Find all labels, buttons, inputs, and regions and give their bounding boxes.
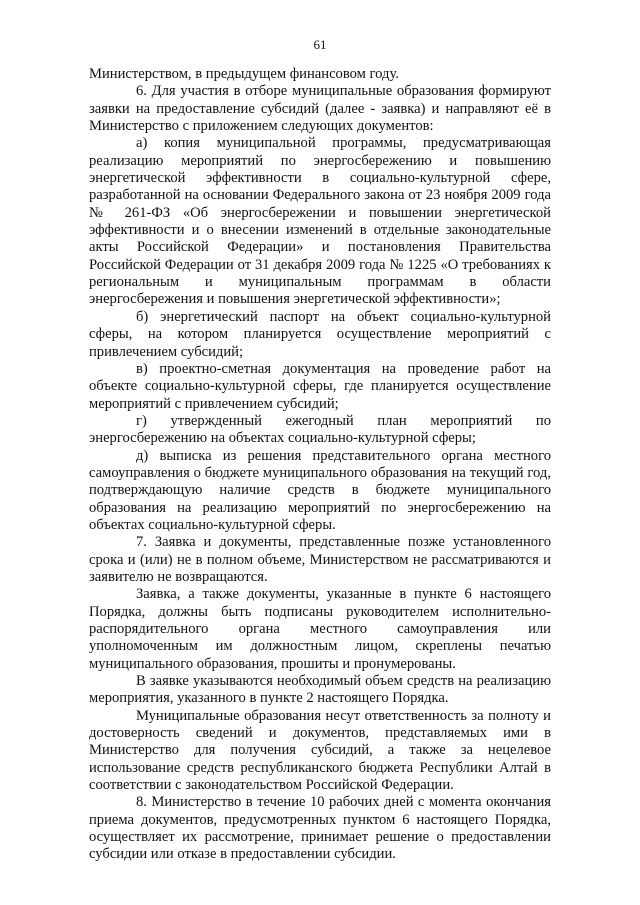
paragraph-responsibility: Муниципальные образования несут ответственность за полноту и достоверность сведений и документов, представляемых ими в Министерство для получения субсидий, а также за нецелевое использование средств республиканского бюджета Республики Алтай в соответствии с законодательством Российской Федерации. [89,707,551,794]
paragraph-item-6: 6. Для участия в отборе муниципальные образования формируют заявки на предоставление субсидий (далее - заявка) и направляют её в Министерство с приложением следующих документов: [89,83,551,135]
paragraph-subitem-d: д) выписка из решения представительного органа местного самоуправления о бюджете муниципального образования на текущий год, подтверждающую наличие средств в бюджете муниципального образования на реализацию мероприятий по энергосбережению на объектах социально-культурной сферы. [89,447,551,533]
page-number: 61 [313,37,327,52]
paragraph-subitem-v: в) проектно-сметная документация на проведение работ на объекте социально-культурной сферы, где планируется осуществление мероприятий с привлечением субсидий; [89,360,551,412]
paragraph-subitem-b: б) энергетический паспорт на объект социально-культурной сферы, на котором планируется осуществление мероприятий с привлечением субсидий; [89,308,551,360]
paragraph-funding-volume: В заявке указываются необходимый объем средств на реализацию мероприятия, указанного в пункте 2 настоящего Порядка. [89,673,551,707]
paragraph-item-8: 8. Министерство в течение 10 рабочих дней с момента окончания приема документов, предусмотренных пунктом 6 настоящего Порядка, осуществляет их рассмотрение, принимает решение о предоставлении субсидии или отказе в предоставлении субсидии. [89,794,551,863]
paragraph-item-7: 7. Заявка и документы, представленные позже установленного срока и (или) не в полном объеме, Министерством не рассматриваются и заявителю не возвращаются. [89,534,551,585]
paragraph-subitem-g: г) утвержденный ежегодный план мероприятий по энергосбережению на объектах социально-культурной сферы; [89,412,551,447]
paragraph-signature-requirements: Заявка, а также документы, указанные в пункте 6 настоящего Порядка, должны быть подписаны руководителем исполнительно-распорядительного органа местного самоуправления или уполномоченным им должностным лицом, скреплены печатью муниципального образования, прошиты и пронумерованы. [89,586,551,672]
paragraph-continuation: Министерством, в предыдущем финансовом году. [89,66,399,82]
document-body [89,66,551,864]
paragraph-subitem-a: а) копия муниципальной программы, предусматривающая реализацию мероприятий по энергосбережению и повышению энергетической эффективности в социально-культурной сфере, разработанной на основании Федерального закона от 23 ноября 2009 года № 261-ФЗ «Об энергосбережении и повышении энергетической эффективности и о внесении изменений в отдельные законодательные акты Российской Федерации» и постановления Правительства Российской Федерации от 31 декабря 2009 года № 1225 «О требованиях к региональным и муниципальным программам в области энергосбережения и повышения энергетической эффективности»; [89,135,551,308]
